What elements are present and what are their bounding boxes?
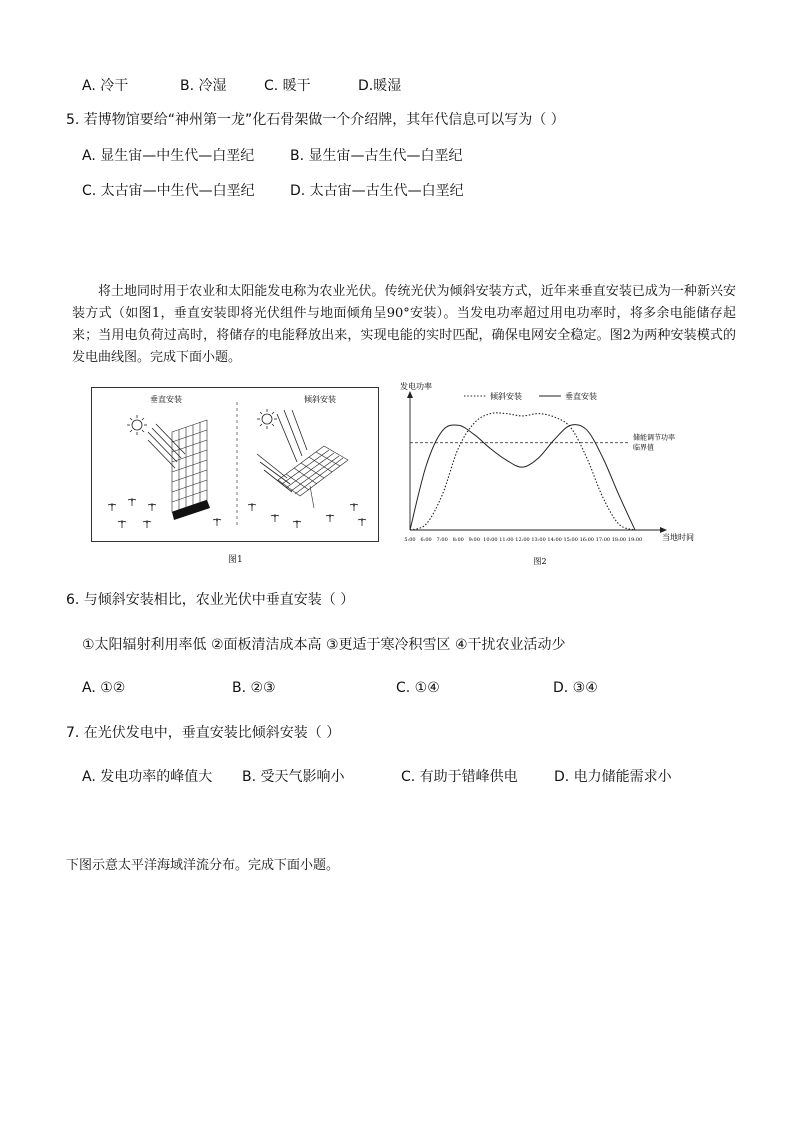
x-tick-label: 16:00 — [579, 537, 594, 543]
x-tick-label: 8:00 — [452, 537, 464, 543]
sun-icon-right — [257, 409, 277, 429]
q6-option-d: D. ③④ — [553, 680, 598, 696]
x-tick-label: 6:00 — [420, 537, 432, 543]
y-axis-label: 发电功率 — [400, 382, 432, 391]
q7-option-b: B. 受天气影响小 — [242, 769, 345, 785]
series-line-vertical — [410, 425, 635, 530]
x-tick-label: 12:00 — [515, 537, 530, 543]
fig2-caption: 图2 — [533, 557, 547, 566]
q7-stem: 7. 在光伏发电中，垂直安装比倾斜安装（ ） — [66, 725, 341, 741]
tilted-panel — [278, 446, 348, 508]
legend-label: 倾斜安装 — [490, 392, 522, 401]
q4-option-a: A. 冷干 — [82, 78, 129, 94]
x-tick-label: 5:00 — [404, 537, 416, 543]
q7-option-c: C. 有助于错峰供电 — [401, 769, 518, 785]
q7-option-a: A. 发电功率的峰值大 — [82, 769, 213, 785]
q6-statements: ①太阳辐射利用率低 ②面板清洁成本高 ③更适于寒冷积雪区 ④干扰农业活动少 — [82, 637, 566, 653]
legend-label: 垂直安装 — [565, 392, 597, 401]
q4-option-b: B. 冷湿 — [180, 78, 227, 94]
fig1-right-label: 倾斜安装 — [304, 395, 336, 404]
threshold-label-1: 储能调节功率 — [633, 433, 675, 442]
q6-stem: 6. 与倾斜安装相比，农业光伏中垂直安装（ ） — [66, 592, 355, 608]
figure-1-illustration — [92, 388, 378, 541]
y-axis-arrow — [407, 391, 413, 398]
q6-option-a: A. ①② — [82, 680, 126, 696]
q4-option-d: D.暖湿 — [358, 78, 402, 94]
figure-2-chart — [390, 380, 700, 570]
sun-rays-right — [257, 410, 307, 492]
q5-option-b: B. 显生宙—古生代—白垩纪 — [290, 148, 463, 164]
vertical-panel — [172, 420, 207, 512]
x-tick-label: 14:00 — [547, 537, 562, 543]
q6-option-b: B. ②③ — [232, 680, 276, 696]
q5-stem: 5. 若博物馆要给“神州第一龙”化石骨架做一个介绍牌，其年代信息可以写为（ ） — [66, 112, 565, 128]
q5-option-a: A. 显生宙—中生代—白垩纪 — [82, 148, 255, 164]
x-axis-label: 当地时间 — [662, 533, 694, 542]
x-tick-label: 9:00 — [468, 537, 480, 543]
q5-option-c: C. 太古宙—中生代—白垩纪 — [82, 183, 255, 199]
series-line-tilted — [410, 413, 635, 530]
x-tick-label: 10:00 — [483, 537, 498, 543]
x-tick-label: 11:00 — [499, 537, 514, 543]
threshold-label-2: 临界值 — [633, 443, 654, 452]
fig1-caption: 图1 — [228, 555, 243, 565]
sun-icon-left — [127, 415, 147, 435]
sun-rays-left — [148, 424, 185, 468]
x-tick-label: 19:00 — [627, 537, 643, 543]
x-tick-label: 7:00 — [436, 537, 448, 543]
q5-option-d: D. 太古宙—古生代—白垩纪 — [290, 183, 464, 199]
x-tick-label: 13:00 — [531, 537, 546, 543]
x-tick-label: 17:00 — [595, 537, 611, 543]
figure-1 — [91, 387, 379, 542]
q4-option-c: C. 暖干 — [264, 78, 311, 94]
next-intro: 下图示意太平洋海域洋流分布。完成下面小题。 — [66, 858, 340, 873]
crops-right — [248, 503, 366, 528]
q6-option-c: C. ①④ — [396, 680, 440, 696]
x-tick-label: 15:00 — [563, 537, 578, 543]
fig1-left-label: 垂直安装 — [150, 395, 182, 404]
q7-option-d: D. 电力储能需求小 — [554, 769, 672, 785]
passage-text: 将土地同时用于农业和太阳能发电称为农业光伏。传统光伏为倾斜安装方式，近年来垂直安装已成为一种新兴安装方式（如图1，垂直安装即将光伏组件与地面倾角呈90°安装）。当发电功率超过用电功率时，将多余电能储存起来；当用电负荷过高时，将储存的电能释放出来，实现电能的实时匹配，确保电网安全稳定。图2为两种安装模式的发电曲线图。完成下面小题。 — [72, 284, 736, 365]
x-tick-label: 18:00 — [611, 537, 627, 543]
